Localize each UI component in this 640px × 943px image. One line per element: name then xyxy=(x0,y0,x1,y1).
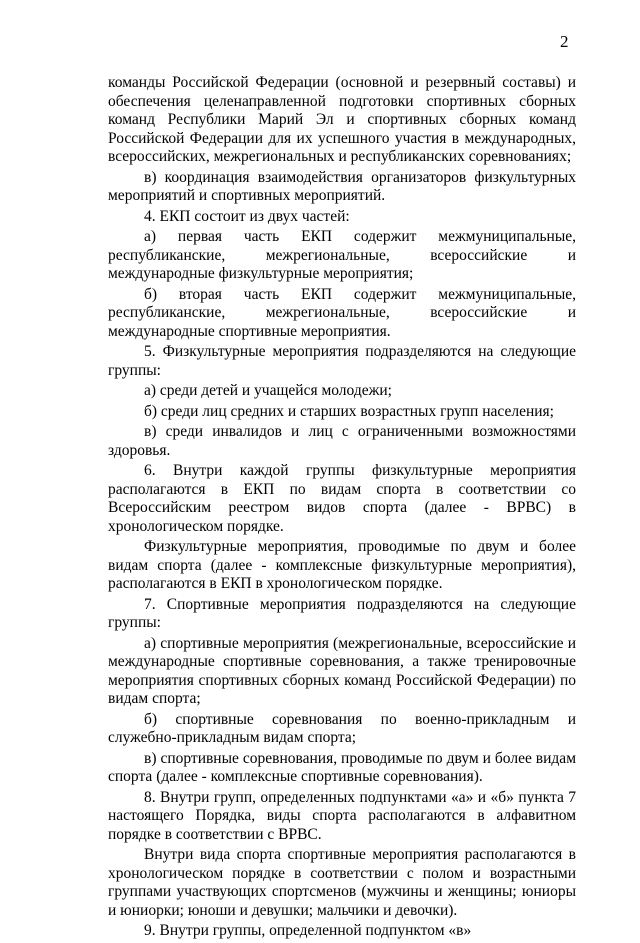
paragraph-section-6: 6. Внутри каждой группы физкультурные мероприятия располагаются в ЕКП по видам спорта в соответствии со Всероссийским реестром видов спорта (далее - ВРВС) в хронологическом порядке. xyxy=(108,462,576,535)
paragraph-section-4-a: а) первая часть ЕКП содержит межмуниципальные, республиканские, межрегиональные, всероссийские и международные физкультурные мероприятия; xyxy=(108,228,576,282)
paragraph-continuation: команды Российской Федерации (основной и резервный составы) и обеспечения целенаправленной подготовки спортивных сборных команд Республики Марий Эл и спортивных сборных команд Российской Федерации для их успешного участия в международных, всероссийских, межрегиональных и республиканских соревнованиях; xyxy=(108,74,576,165)
document-body xyxy=(108,74,576,943)
paragraph-section-5-b: б) среди лиц средних и старших возрастных групп населения; xyxy=(144,402,554,420)
paragraph-section-4: 4. ЕКП состоит из двух частей: xyxy=(144,207,350,225)
paragraph-section-6-complex: Физкультурные мероприятия, проводимые по двум и более видам спорта (далее - комплексные физкультурные мероприятия), располагаются в ЕКП в хронологическом порядке. xyxy=(108,538,576,592)
paragraph-section-4-b: б) вторая часть ЕКП содержит межмуниципальные, республиканские, межрегиональные, всероссийские и международные спортивные мероприятия. xyxy=(108,285,576,340)
paragraph-section-5: 5. Физкультурные мероприятия подразделяются на следующие группы: xyxy=(108,343,576,379)
paragraph-section-7: 7. Спортивные мероприятия подразделяются на следующие группы: xyxy=(108,595,576,631)
page-number: 2 xyxy=(560,32,569,51)
paragraph-section-7-b: б) спортивные соревнования по военно-прикладным и служебно-прикладным видам спорта; xyxy=(108,710,576,746)
paragraph-item-v-coordination: в) координация взаимодействия организаторов физкультурных мероприятий и спортивных мероприятий. xyxy=(108,168,576,204)
paragraph-section-7-a: а) спортивные мероприятия (межрегиональные, всероссийские и международные спортивные соревнования, а также тренировочные мероприятия спортивных сборных команд Российской Федерации) по видам спорта; xyxy=(108,634,576,707)
paragraph-section-9: 9. Внутри группы, определенной подпунктом «в» xyxy=(144,922,472,939)
paragraph-section-5-a: а) среди детей и учащейся молодежи; xyxy=(144,382,392,399)
paragraph-section-8: 8. Внутри групп, определенных подпунктами «а» и «б» пункта 7 настоящего Порядка, виды спорта располагаются в алфавитном порядке в соответствии с ВРВС. xyxy=(108,788,576,843)
paragraph-section-8-order: Внутри вида спорта спортивные мероприятия располагаются в хронологическом порядке в соответствии с полом и возрастными группами участвующих спортсменов (мужчины и женщины; юниоры и юниорки; юноши и девушки; мальчики и девочки). xyxy=(108,846,576,919)
paragraph-section-7-v: в) спортивные соревнования, проводимые по двум и более видам спорта (далее - комплексные спортивные соревнования). xyxy=(108,749,576,785)
paragraph-section-5-v: в) среди инвалидов и лиц с ограниченными возможностями здоровья. xyxy=(108,423,576,459)
